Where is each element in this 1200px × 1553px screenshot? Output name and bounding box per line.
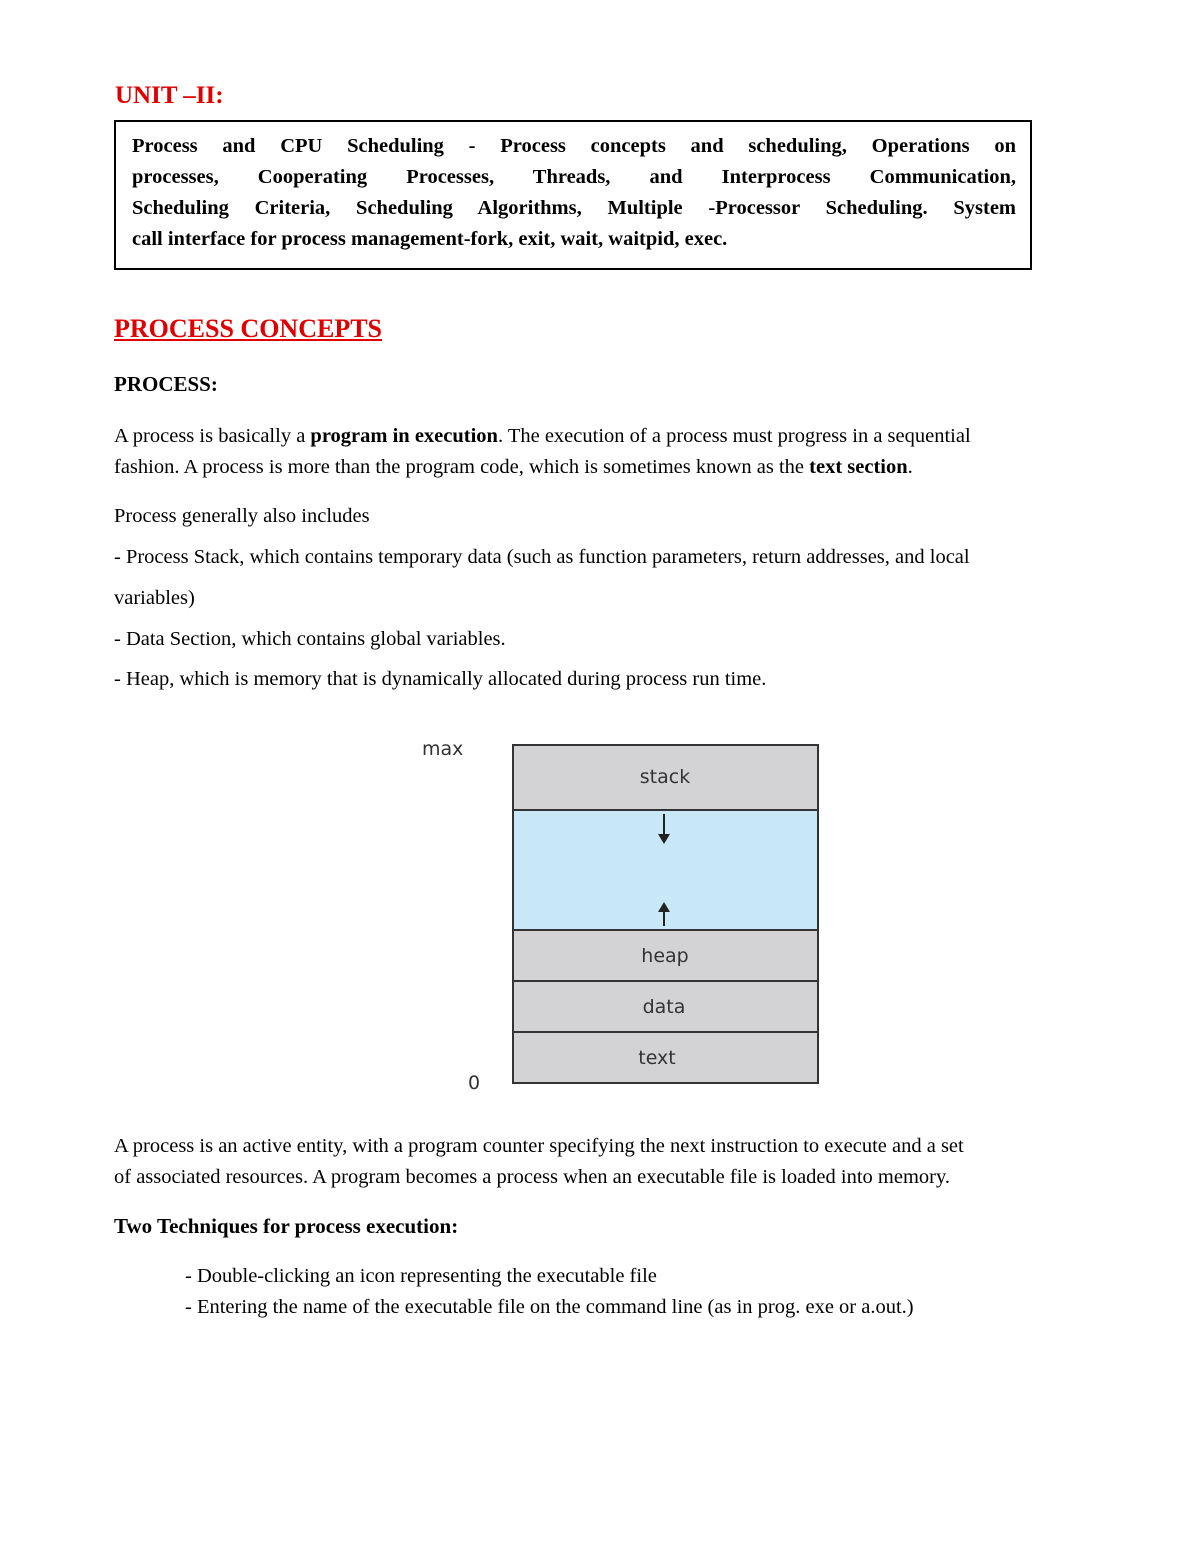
process-heading: PROCESS: (114, 372, 218, 396)
intro-paragraph (114, 421, 1114, 483)
heap-label: heap (641, 945, 689, 967)
syllabus-line: processes, Cooperating Processes, Threads, and Interprocess Communication, (132, 166, 1016, 188)
active-entity-line-2: of associated resources. A program becomes a process when an executable file is loaded into memory. (114, 1166, 951, 1188)
syllabus-line: Scheduling Criteria, Scheduling Algorithms, Multiple -Processor Scheduling. System (132, 197, 1016, 219)
zero-label: 0 (468, 1072, 481, 1094)
data-label: data (642, 996, 686, 1018)
bold-term: text section (809, 456, 908, 478)
process-memory-diagram (400, 730, 840, 1100)
section-heading: PROCESS CONCEPTS (114, 314, 382, 343)
syllabus-box (114, 120, 1032, 270)
technique-item: - Entering the name of the executable file on the command line (as in prog. exe or a.out.) (185, 1296, 914, 1318)
active-entity-paragraph (114, 1131, 1114, 1193)
heap-description: - Heap, which is memory that is dynamically allocated during process run time. (114, 668, 767, 690)
intro-line-2: fashion. A process is more than the program code, which is sometimes known as the text section. (114, 456, 913, 478)
stack-label: stack (639, 766, 691, 788)
text-label: text (638, 1047, 676, 1069)
intro-line-1: A process is basically a program in execution. The execution of a process must progress in a sequential (114, 425, 971, 447)
techniques-heading: Two Techniques for process execution: (114, 1214, 459, 1238)
bold-term: program in execution (310, 425, 498, 447)
stack-description: - Process Stack, which contains temporary data (such as function parameters, return addresses, and local (114, 546, 970, 568)
active-entity-line-1: A process is an active entity, with a program counter specifying the next instruction to execute and a set (114, 1135, 964, 1157)
includes-lead: Process generally also includes (114, 505, 370, 527)
technique-item: - Double-clicking an icon representing the executable file (185, 1265, 657, 1287)
syllabus-line: call interface for process management-fork, exit, wait, waitpid, exec. (132, 228, 728, 250)
stack-description-cont: variables) (114, 587, 195, 609)
data-description: - Data Section, which contains global variables. (114, 628, 506, 650)
max-label: max (422, 738, 464, 760)
unit-title: UNIT –II: (115, 82, 224, 109)
syllabus-line: Process and CPU Scheduling - Process concepts and scheduling, Operations on (132, 135, 1016, 157)
